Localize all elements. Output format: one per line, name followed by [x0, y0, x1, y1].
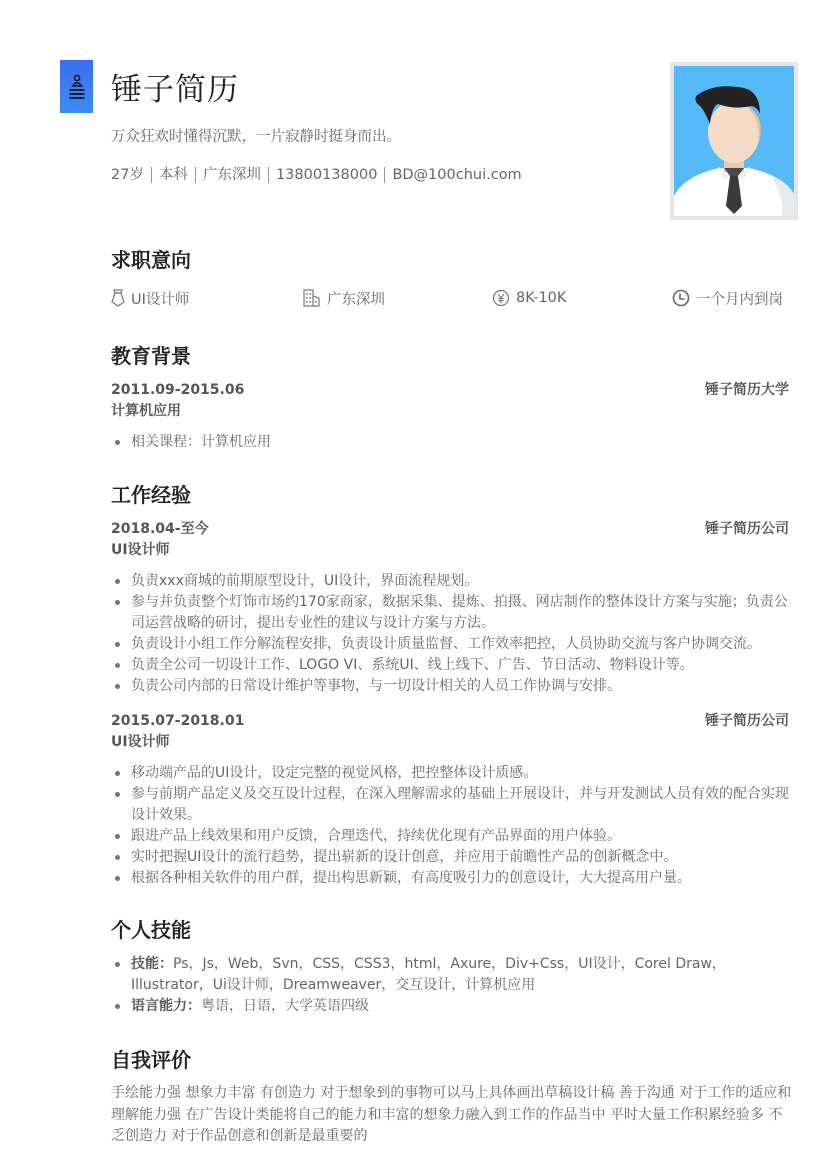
- clock-icon: [672, 289, 690, 307]
- skills-label: 技能：: [131, 956, 173, 972]
- intent-availability: [672, 287, 783, 309]
- list-item: 负责xxx商城的前期原型设计，UI设计，界面流程规划。: [111, 571, 793, 592]
- info-city: 广东深圳: [202, 167, 261, 183]
- education-school: 锤子简历大学: [705, 382, 789, 398]
- list-item: 相关课程：计算机应用: [111, 432, 793, 453]
- resume-name: 锤子简历: [111, 72, 239, 108]
- list-item: 移动端产品的UI设计，设定完整的视觉风格，把控整体设计质感。: [111, 763, 793, 784]
- section-title-skills: 个人技能: [111, 918, 191, 942]
- intent-city: [303, 287, 385, 309]
- work-2-role: UI设计师: [111, 734, 170, 750]
- yen-icon: [492, 289, 510, 307]
- list-item: 根据各种相关软件的用户群，提出构思新颖，有高度吸引力的创意设计，大大提高用户量。: [111, 868, 793, 889]
- section-title-education: 教育背景: [111, 344, 191, 368]
- info-degree: 本科: [158, 167, 188, 183]
- resume-motto: 万众狂欢时懂得沉默，一片寂静时挺身而出。: [111, 129, 401, 145]
- list-item: 负责公司内部的日常设计维护等事物，与一切设计相关的人员工作协调与安排。: [111, 676, 793, 697]
- list-item: 跟进产品上线效果和用户反馈，合理迭代，持续优化现有产品界面的用户体验。: [111, 826, 793, 847]
- skills-bullets: [111, 954, 793, 1017]
- education-date: 2011.09-2015.06: [111, 382, 245, 398]
- intent-position: [111, 287, 189, 309]
- info-divider: [151, 167, 152, 183]
- info-divider: [268, 167, 269, 183]
- intent-city-label: 广东深圳: [327, 291, 385, 308]
- section-title-work: 工作经验: [111, 483, 191, 507]
- list-item: 参与并负责整个灯饰市场约170家商家，数据采集、提炼、拍摄、网店制作的整体设计方案与实施；负责公司运营战略的研讨，提出专业性的建议与设计方案与方法。: [111, 592, 793, 634]
- building-icon: [303, 289, 321, 307]
- list-item: 实时把握UI设计的流行趋势，提出崭新的设计创意，并应用于前瞻性产品的创新概念中。: [111, 847, 793, 868]
- languages-value: 粤语，日语，大学英语四级: [201, 998, 369, 1014]
- skills-item: [111, 954, 793, 996]
- avatar: [674, 66, 794, 216]
- list-item: 参与前期产品定义及交互设计过程，在深入理解需求的基础上开展设计，并与开发测试人员有效的配合实现设计效果。: [111, 784, 793, 826]
- contact-info: [111, 165, 522, 185]
- list-item: 负责设计小组工作分解流程安排，负责设计质量监督、工作效率把控，人员协助交流与客户协调交流。: [111, 634, 793, 655]
- intent-position-label: UI设计师: [131, 291, 190, 308]
- intent-salary-label: 8K-10K: [516, 290, 567, 306]
- work-1-date: 2018.04-至今: [111, 521, 209, 537]
- education-bullets: [111, 432, 793, 453]
- intent-availability-label: 一个月内到岗: [696, 291, 783, 308]
- avatar-portrait-icon: [674, 66, 794, 216]
- languages-item: [111, 996, 793, 1017]
- profile-photo-frame: [670, 62, 798, 220]
- work-1-bullets: [111, 571, 793, 697]
- section-title-intent: 求职意向: [111, 248, 191, 272]
- section-title-self-eval: 自我评价: [111, 1048, 191, 1072]
- work-2-bullets: [111, 763, 793, 889]
- work-2-date: 2015.07-2018.01: [111, 713, 245, 729]
- education-major: 计算机应用: [111, 403, 181, 419]
- info-age: 27岁: [111, 167, 144, 183]
- work-1-company: 锤子简历公司: [705, 521, 789, 537]
- tie-icon: [111, 289, 125, 307]
- info-divider: [384, 167, 385, 183]
- resume-logo-badge: [60, 60, 93, 113]
- info-phone: 13800138000: [275, 167, 378, 183]
- self-evaluation-text: 手绘能力强 想象力丰富 有创造力 对于想象到的事物可以马上具体画出草稿设计稿 善于沟通 对于工作的适应和理解能力强 在广告设计类能将自己的能力和丰富的想象力融入到工作的作品当中 平时大量工作积累经验多 不乏创造力 对于作品创意和创新是最重要的: [111, 1085, 792, 1144]
- languages-label: 语言能力：: [131, 998, 201, 1014]
- info-email: BD@100chui.com: [392, 167, 522, 183]
- work-1-role: UI设计师: [111, 542, 170, 558]
- info-divider: [195, 167, 196, 183]
- resume-user-icon: [68, 73, 86, 101]
- job-intent-row: [111, 287, 801, 309]
- work-2-company: 锤子简历公司: [705, 713, 789, 729]
- list-item: 负责全公司一切设计工作、LOGO VI、系统UI、线上线下、广告、节日活动、物料设计等。: [111, 655, 793, 676]
- skills-value: Ps，Js，Web，Svn，CSS，CSS3，html，Axure，Div+Css，UI设计，Corel Draw，Illustrator，Ui设计师，Dreamweaver，交互设计，计算机应用: [131, 956, 726, 993]
- intent-salary: [492, 287, 566, 309]
